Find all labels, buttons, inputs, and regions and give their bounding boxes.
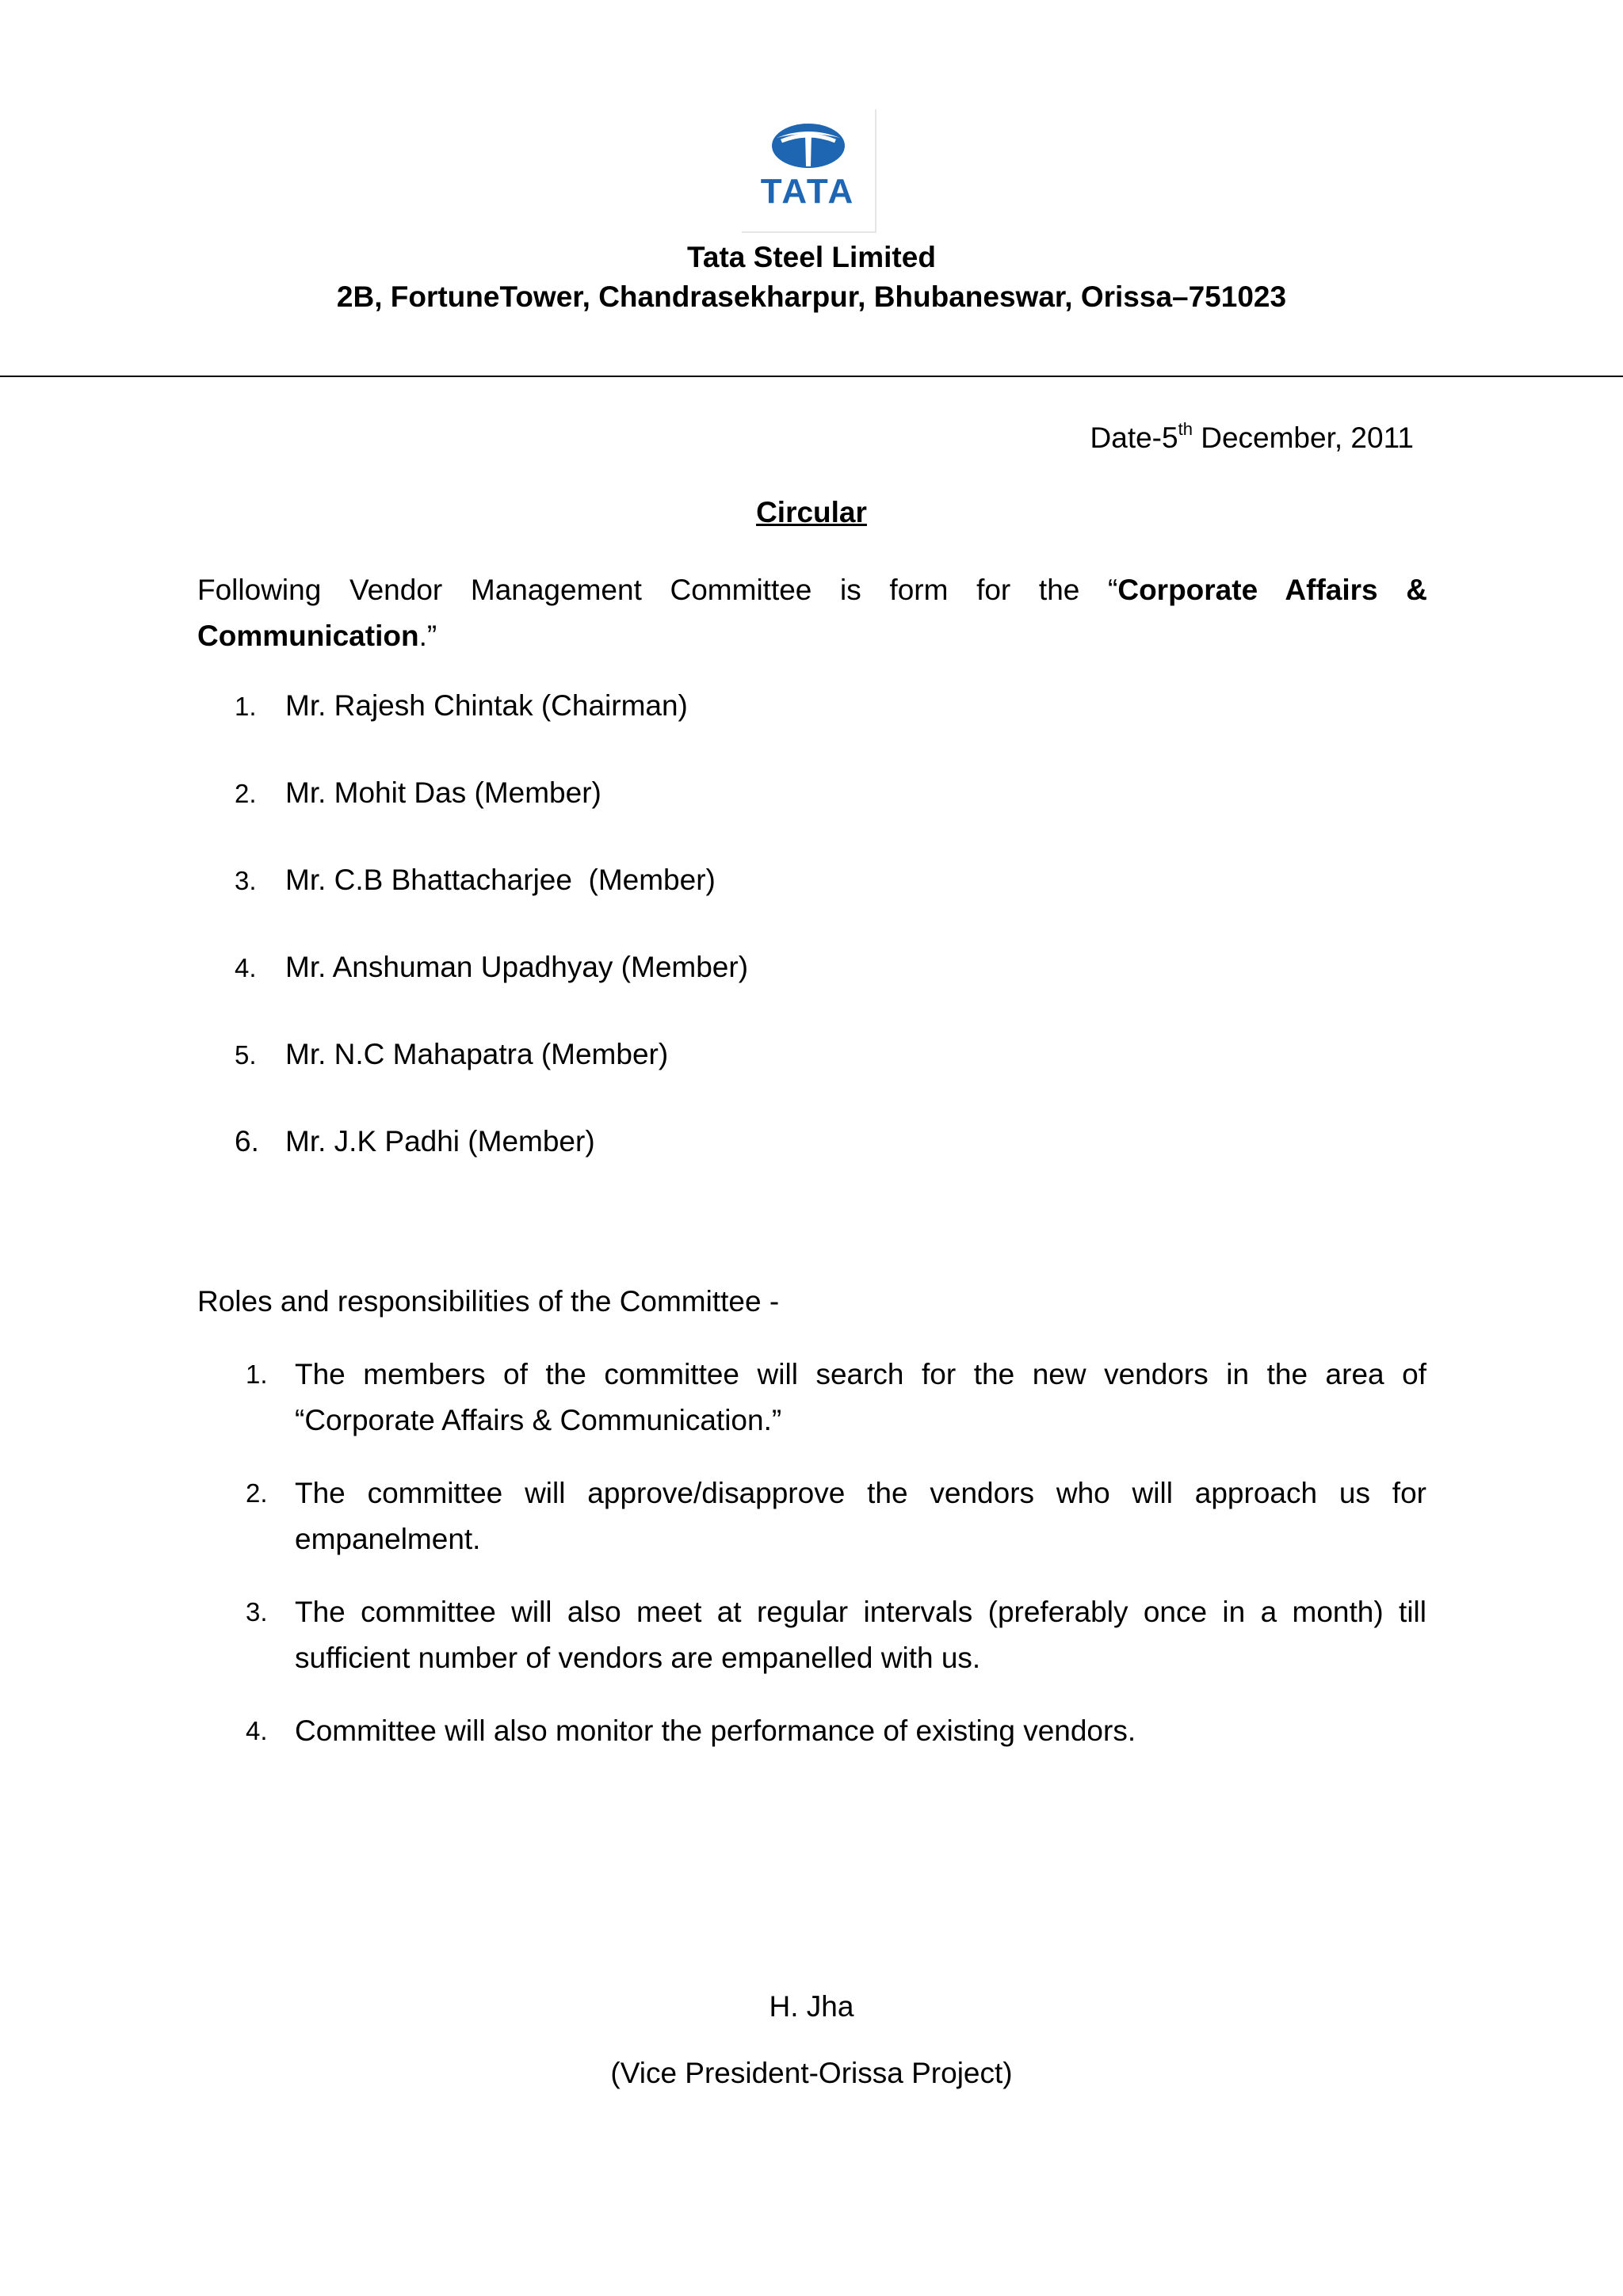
document-title: Circular	[756, 496, 867, 528]
role-text: The members of the committee will search for the new vendors in the area of “Corporate Affairs & Communication.”	[295, 1358, 1426, 1436]
company-address: 2B, FortuneTower, Chandrasekharpur, Bhubaneswar, Orissa–751023	[336, 280, 1287, 313]
list-item	[235, 865, 716, 894]
intro-bold-text: Corporate Affairs & Communication	[197, 574, 1428, 652]
tata-logo-icon	[761, 120, 856, 171]
member-name: Mr. J.K Padhi (Member)	[285, 1125, 595, 1158]
list-number: 1.	[246, 1360, 268, 1389]
signatory-name: H. Jha	[769, 1990, 854, 2023]
list-number: 2.	[246, 1478, 268, 1508]
intro-text: Following Vendor Management Committee is form for the “	[197, 574, 1118, 606]
intro-text-end: .”	[418, 620, 437, 652]
list-item	[246, 1470, 1426, 1562]
member-name: Mr. N.C Mahapatra (Member)	[285, 1038, 669, 1070]
header-divider	[0, 376, 1623, 377]
list-item	[235, 952, 748, 982]
role-text: The committee will also meet at regular intervals (preferably once in a month) till sufficient number of vendors are empanelled with us.	[295, 1596, 1426, 1674]
list-item	[246, 1708, 1426, 1754]
list-item	[235, 691, 688, 720]
logo-frame-line	[742, 231, 876, 233]
member-name: Mr. Rajesh Chintak (Chairman)	[285, 689, 688, 722]
signatory-designation: (Vice President-Orissa Project)	[610, 2057, 1013, 2089]
list-number: 4.	[235, 953, 257, 982]
logo-wordmark: TATA	[760, 172, 856, 211]
company-name: Tata Steel Limited	[687, 241, 936, 273]
role-text: The committee will approve/disapprove the vendors who will approach us for empanelment.	[295, 1477, 1426, 1555]
member-name: Mr. C.B Bhattacharjee (Member)	[285, 864, 716, 896]
circular-date	[1090, 419, 1414, 454]
list-number: 4.	[246, 1716, 268, 1745]
member-name: Mr. Mohit Das (Member)	[285, 776, 601, 809]
tata-logo	[739, 109, 876, 233]
list-number: 1.	[235, 692, 257, 721]
list-item	[246, 1589, 1426, 1681]
list-item	[235, 1039, 668, 1069]
list-item	[246, 1352, 1426, 1444]
date-prefix: Date-5	[1090, 421, 1178, 454]
role-text: Committee will also monitor the performance of existing vendors.	[295, 1714, 1136, 1747]
list-number: 2.	[235, 779, 257, 808]
list-number: 3.	[246, 1597, 268, 1627]
roles-heading: Roles and responsibilities of the Committee -	[197, 1285, 780, 1318]
member-name: Mr. Anshuman Upadhyay (Member)	[285, 951, 749, 983]
list-number: 3.	[235, 866, 257, 895]
logo-frame-line	[875, 109, 876, 233]
intro-paragraph	[197, 567, 1427, 659]
list-number: 5.	[235, 1040, 257, 1070]
date-suffix: December, 2011	[1192, 421, 1414, 454]
date-superscript: th	[1178, 419, 1193, 439]
list-item	[235, 778, 601, 807]
list-number: 6.	[235, 1125, 259, 1158]
list-item	[235, 1127, 595, 1156]
